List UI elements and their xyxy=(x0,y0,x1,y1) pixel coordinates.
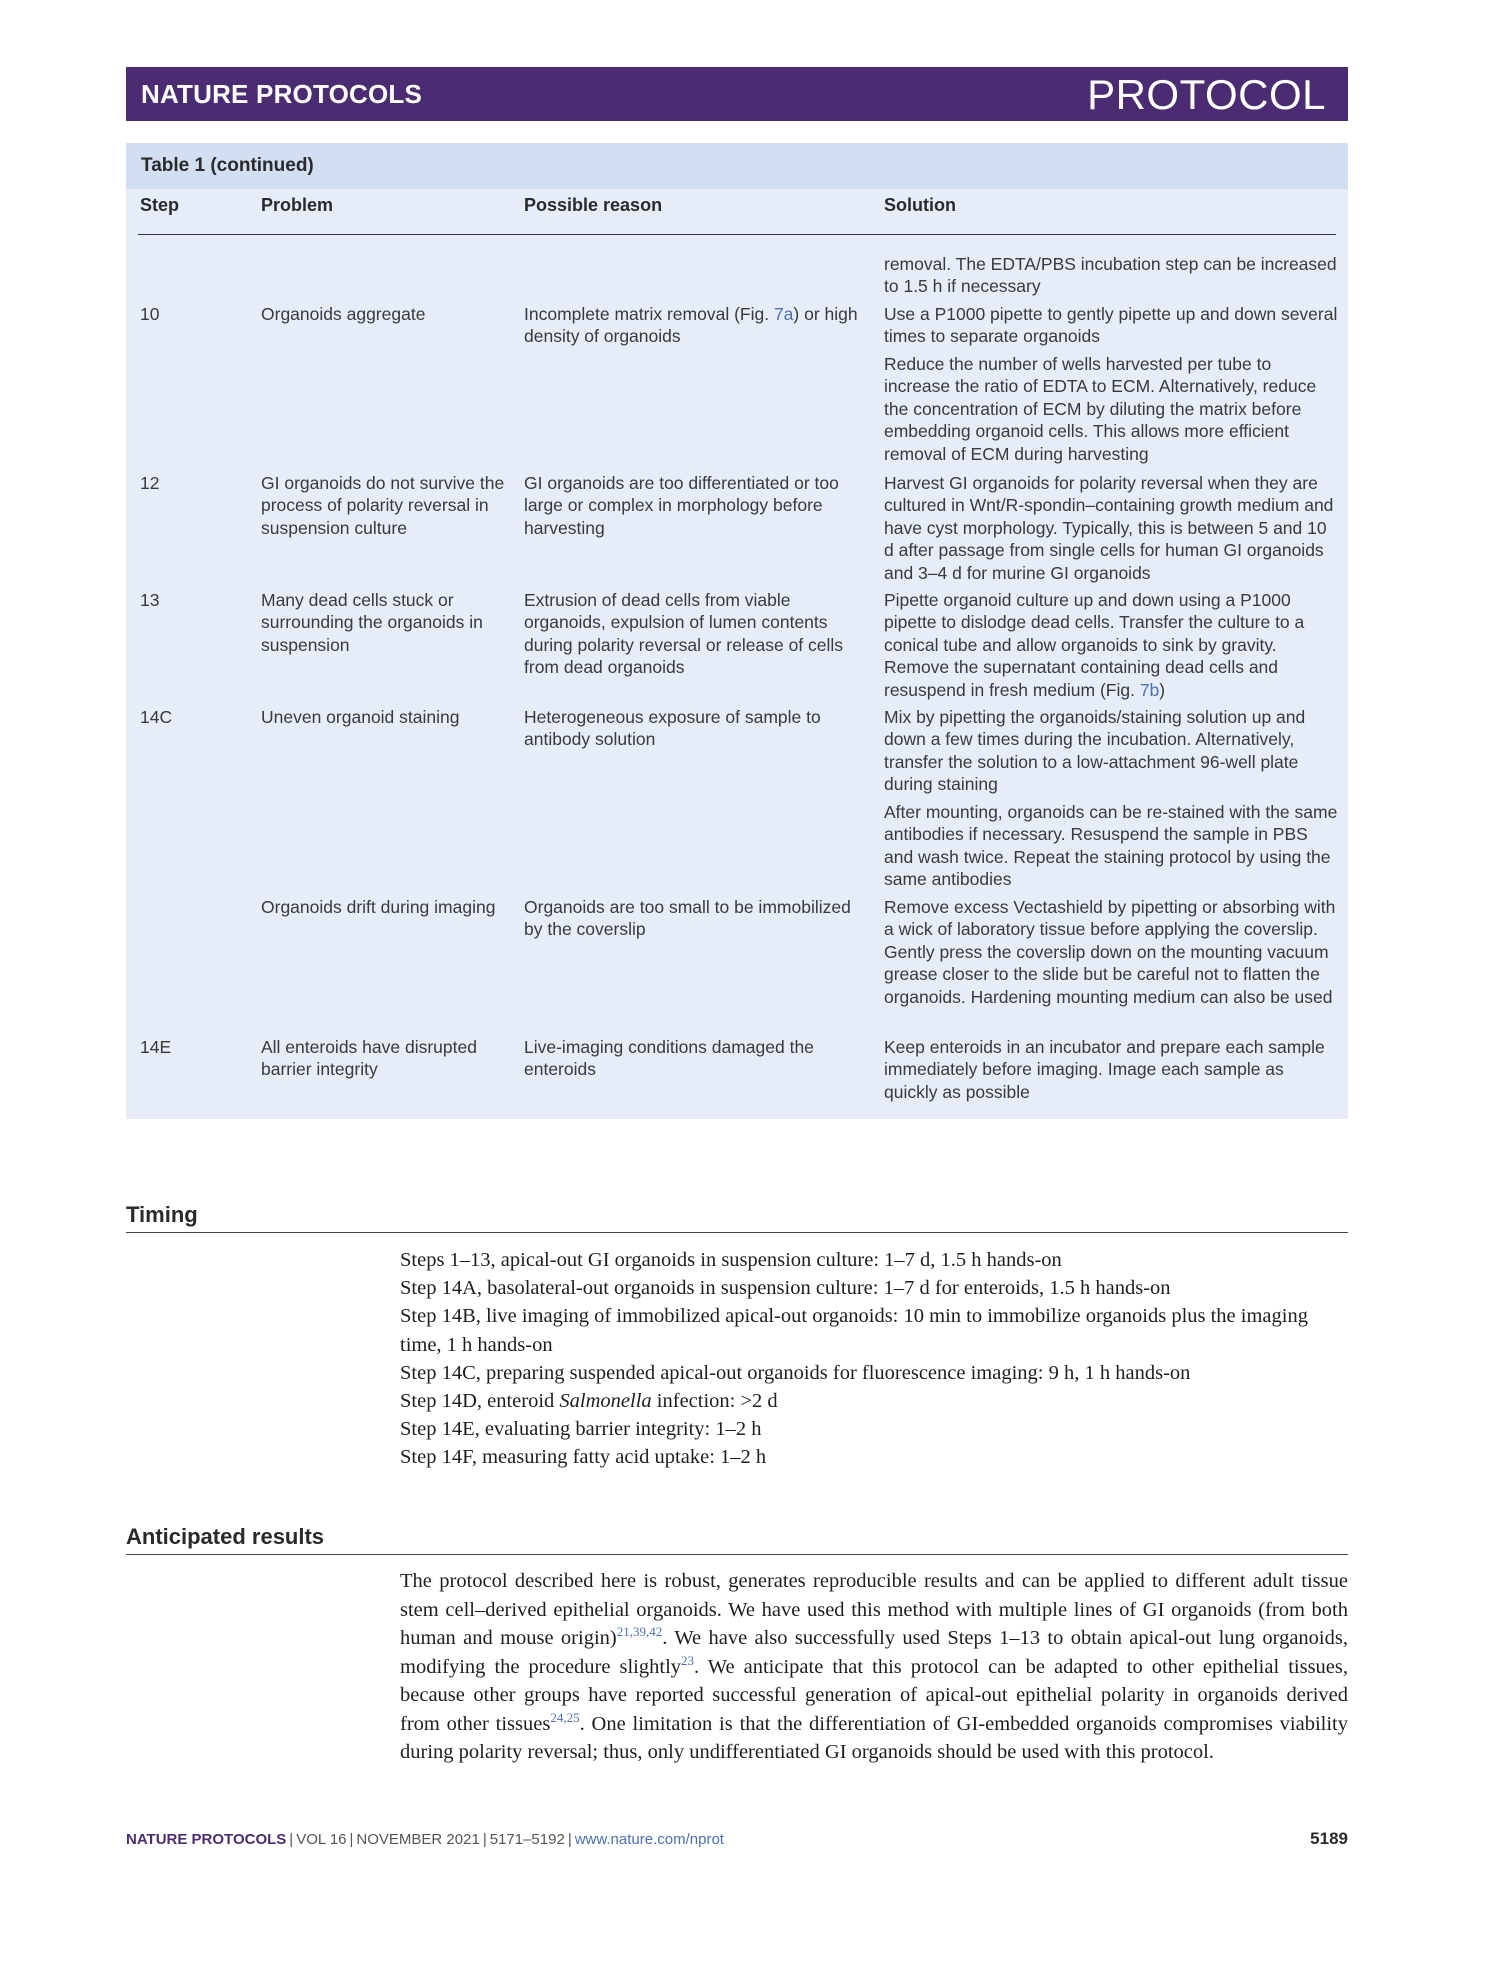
footer-date: NOVEMBER 2021 xyxy=(356,1831,480,1848)
anticipated-results-heading: Anticipated results xyxy=(126,1524,325,1549)
table-cell-solution: After mounting, organoids can be re-stained with the same antibodies if necessary. Resuspend the sample in PBS and wash twice. Repeat the staining protocol by using the same antibodies xyxy=(884,802,1338,890)
table-cell-step: 10 xyxy=(140,304,160,324)
table-title: Table 1 (continued) xyxy=(141,155,314,176)
page-number: 5189 xyxy=(1310,1829,1348,1848)
table-title-bar xyxy=(126,143,1348,189)
footer-url-link[interactable]: www.nature.com/nprot xyxy=(574,1831,724,1848)
table-cell-problem: All enteroids have disrupted barrier integrity xyxy=(261,1037,477,1080)
footer-pages: 5171–5192 xyxy=(489,1831,565,1848)
table-cell-solution: Harvest GI organoids for polarity reversal when they are cultured in Wnt/R-spondin–containing growth medium and have cyst morphology. Typically, this is between 5 and 10 d after passage from single cells for human GI organoids and 3–4 d for murine GI organoids xyxy=(884,473,1334,583)
timing-line: Step 14B, live imaging of immobilized apical-out organoids: 10 min to immobilize organoids plus the imaging time, 1 h hands-on xyxy=(400,1305,1308,1356)
table-cell-reason: Heterogeneous exposure of sample to antibody solution xyxy=(524,707,821,750)
table-cell-solution: Mix by pipetting the organoids/staining solution up and down a few times during the incubation. Alternatively, transfer the solution to a low-attachment 96-well plate during staining xyxy=(884,707,1306,795)
journal-banner xyxy=(126,67,1348,121)
article-type: PROTOCOL xyxy=(1087,71,1326,118)
column-header-problem: Problem xyxy=(261,195,334,215)
table-cell-step: 12 xyxy=(140,473,160,493)
figure-link[interactable]: 7a xyxy=(773,304,794,324)
section-rule xyxy=(126,1554,1348,1555)
figure-link[interactable]: 7b xyxy=(1139,679,1160,700)
table-cell-step: 14E xyxy=(140,1037,172,1057)
table-cell-step: 14C xyxy=(140,707,173,727)
journal-name: NATURE PROTOCOLS xyxy=(141,79,423,109)
table-cell-problem: Uneven organoid staining xyxy=(261,707,460,727)
table-cell-solution: Reduce the number of wells harvested per tube to increase the ratio of EDTA to ECM. Alternatively, reduce the concentration of ECM by diluting the matrix before embedding organoid cells. This allows more efficient removal of ECM during harvesting xyxy=(884,354,1317,464)
column-header-step: Step xyxy=(140,195,180,215)
column-header-solution: Solution xyxy=(884,195,956,215)
page-footer: NATURE PROTOCOLS | VOL 16 | NOVEMBER 2021 | 5171–5192 | www.nature.com/nprot xyxy=(126,1831,724,1848)
table-cell-problem: Organoids aggregate xyxy=(261,304,426,324)
footer-journal: NATURE PROTOCOLS xyxy=(126,1831,287,1848)
footer-volume: VOL 16 xyxy=(296,1831,347,1848)
citation-link[interactable]: 24,25 xyxy=(550,1709,580,1725)
timing-line: Step 14D, enteroid Salmonella infection: >2 d xyxy=(400,1390,778,1412)
table-cell-solution: Pipette organoid culture up and down using a P1000 pipette to dislodge dead cells. Transfer the culture to a conical tube and allow organoids to sink by gravity. Remove the supernatant containing dead cells and resuspend in fresh medium (Fig. 7b) xyxy=(884,590,1305,700)
table-cell-problem: Organoids drift during imaging xyxy=(261,897,496,917)
table-cell-reason: Extrusion of dead cells from viable organoids, expulsion of lumen contents during polarity reversal or release of cells from dead organoids xyxy=(524,590,844,678)
table-cell-reason: Live-imaging conditions damaged the enteroids xyxy=(524,1037,814,1080)
section-rule xyxy=(126,1232,1348,1233)
table-cell-reason: Incomplete matrix removal (Fig. 7a) or high density of organoids xyxy=(524,304,858,347)
column-header-reason: Possible reason xyxy=(524,195,663,215)
table-cell-problem: Many dead cells stuck or surrounding the organoids in suspension xyxy=(261,590,483,655)
table-header-rule xyxy=(138,234,1336,235)
timing-line: Step 14F, measuring fatty acid uptake: 1–2 h xyxy=(400,1446,767,1468)
timing-heading: Timing xyxy=(126,1202,198,1227)
timing-line: Steps 1–13, apical-out GI organoids in suspension culture: 1–7 d, 1.5 h hands-on xyxy=(400,1249,1062,1271)
table-cell-solution: removal. The EDTA/PBS incubation step can be increased to 1.5 h if necessary xyxy=(884,254,1337,297)
citation-link[interactable]: 23 xyxy=(681,1652,695,1668)
table-cell-solution: Use a P1000 pipette to gently pipette up and down several times to separate organoids xyxy=(884,304,1338,347)
table-cell-step: 13 xyxy=(140,590,160,610)
timing-line: Step 14C, preparing suspended apical-out organoids for fluorescence imaging: 9 h, 1 h hands-on xyxy=(400,1362,1191,1384)
citation-link[interactable]: 21,39,42 xyxy=(616,1624,663,1640)
table-cell-solution: Remove excess Vectashield by pipetting or absorbing with a wick of laboratory tissue before applying the coverslip. Gently press the coverslip down on the mounting vacuum grease closer to the slide but be careful not to flatten the organoids. Hardening mounting medium can also be used xyxy=(884,897,1336,1007)
table-cell-reason: GI organoids are too differentiated or too large or complex in morphology before harvesting xyxy=(524,473,839,538)
table-cell-problem: GI organoids do not survive the process of polarity reversal in suspension culture xyxy=(261,473,505,538)
timing-line: Step 14E, evaluating barrier integrity: 1–2 h xyxy=(400,1418,762,1440)
table-cell-reason: Organoids are too small to be immobilized by the coverslip xyxy=(524,897,851,940)
italic-term: Salmonella xyxy=(559,1390,652,1412)
timing-line: Step 14A, basolateral-out organoids in suspension culture: 1–7 d for enteroids, 1.5 h hands-on xyxy=(400,1277,1171,1299)
table-cell-solution: Keep enteroids in an incubator and prepare each sample immediately before imaging. Image each sample as quickly as possible xyxy=(884,1037,1325,1102)
results-paragraph: The protocol described here is robust, generates reproducible results and can be applied to different adult tissue stem cell–derived epithelial organoids. We have used this method with multiple lines of GI organoids (from both human and mouse origin)$^{21,39,42}$. We have also successfully used Steps 1–13 to obtain apical-out lung organoids, modifying the procedure slightly$^{23}$. We anticipate that this protocol can be adapted to other epithelial tissues, because other groups have reported successful generation of apical-out epithelial polarity in organoids derived from other tissues$^{24,25}$. One limitation is that the differentiation of GI-embedded organoids compromises viability during polarity reversal; thus, only undifferentiated GI organoids should be used with this protocol. xyxy=(400,1570,1348,1763)
